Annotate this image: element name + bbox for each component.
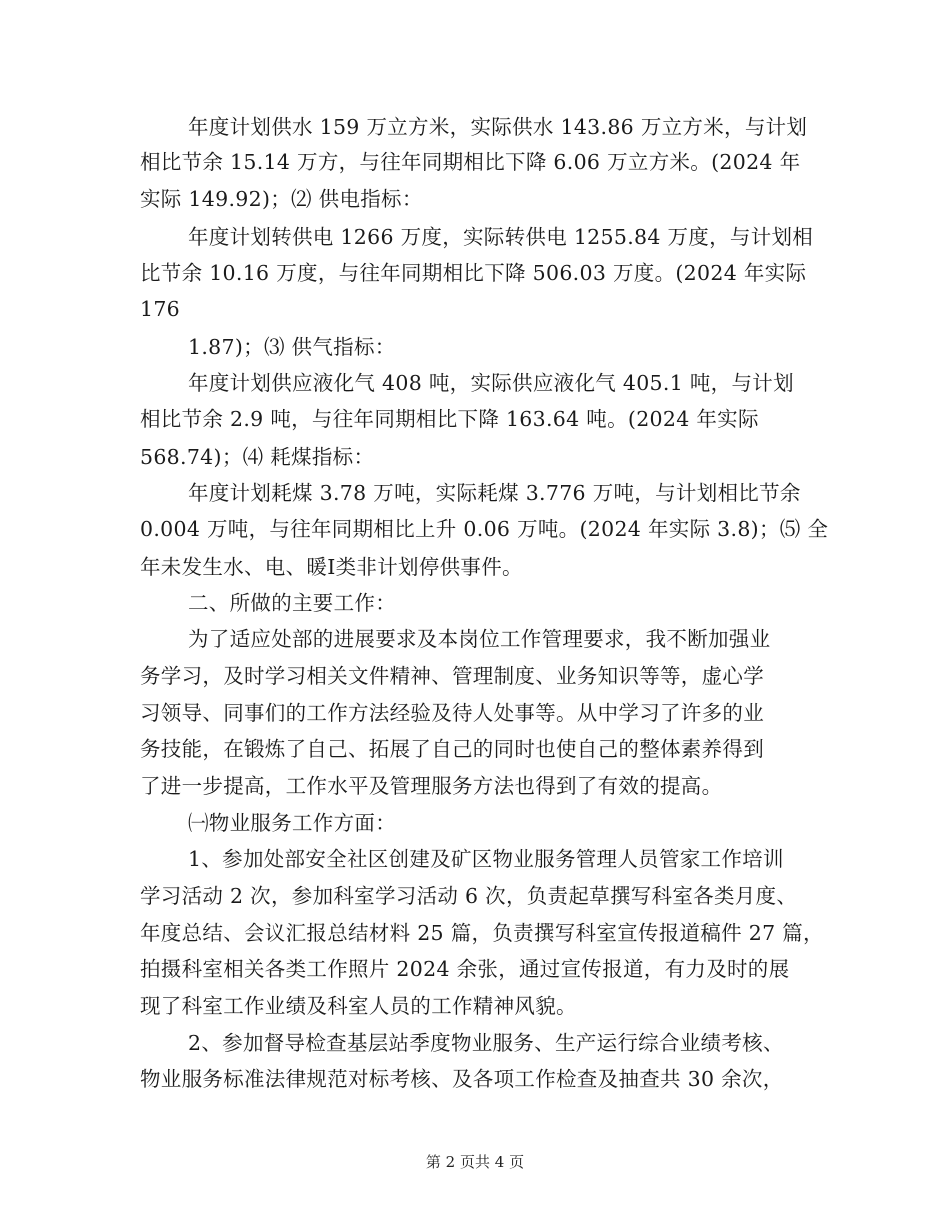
text-line: 习领导、同事们的工作方法经验及待人处事等。从中学习了许多的业 (140, 701, 764, 725)
text-line: 为了适应处部的进展要求及本岗位工作管理要求，我不断加强业 (188, 627, 771, 651)
page-footer: 第 2 页共 4 页 (425, 1153, 525, 1171)
text-line: 年度计划转供电 1266 万度，实际转供电 1255.84 万度，与计划相 (188, 225, 814, 249)
text-line: 年度总结、会议汇报总结材料 25 篇，负责撰写科室宣传报道稿件 27 篇， (140, 921, 824, 945)
text-line: 176 (140, 297, 181, 321)
text-line: 相比节余 2.9 吨，与往年同期相比下降 163.64 吨。(2024 年实际 (140, 407, 759, 431)
text-line: 年度计划供水 159 万立方米，实际供水 143.86 万立方米，与计划 (188, 115, 808, 139)
text-line: 现了科室工作业绩及科室人员的工作精神风貌。 (140, 994, 577, 1018)
text-line: 2、参加督导检查基层站季度物业服务、生产运行综合业绩考核、 (188, 1031, 784, 1055)
text-line: 实际 149.92)；⑵ 供电指标： (140, 187, 423, 211)
text-line: 年未发生水、电、暖Ⅰ类非计划停供事件。 (140, 555, 523, 579)
text-line: 拍摄科室相关各类工作照片 2024 余张，通过宣传报道，有力及时的展 (140, 957, 790, 981)
text-line: 了进一步提高，工作水平及管理服务方法也得到了有效的提高。 (140, 774, 723, 798)
text-line: 务学习，及时学习相关文件精神、管理制度、业务知识等等，虚心学 (140, 664, 764, 688)
section-heading: 二、所做的主要工作： (188, 591, 396, 615)
text-line: 物业服务标准法律规范对标考核、及各项工作检查及抽查共 30 余次， (140, 1067, 784, 1091)
text-line: 务技能，在锻炼了自己、拓展了自己的同时也使自己的整体素养得到 (140, 737, 764, 761)
subsection-heading: ㈠物业服务工作方面： (188, 811, 396, 835)
text-line: 相比节余 15.14 万方，与往年同期相比下降 6.06 万立方米。(2024 年 (140, 150, 801, 174)
text-line: 年度计划供应液化气 408 吨，实际供应液化气 405.1 吨，与计划 (188, 371, 794, 395)
text-line: 1.87)；⑶ 供气指标： (188, 335, 396, 359)
text-line: 1、参加处部安全社区创建及矿区物业服务管理人员管家工作培训 (188, 847, 784, 871)
text-line: 0.004 万吨，与往年同期相比上升 0.06 万吨。(2024 年实际 3.8)；⑸ 全 (140, 517, 829, 541)
text-line: 比节余 10.16 万度，与往年同期相比下降 506.03 万度。(2024 年实际 (140, 261, 807, 285)
text-line: 568.74)；⑷ 耗煤指标： (140, 445, 375, 469)
text-line: 年度计划耗煤 3.78 万吨，实际耗煤 3.776 万吨，与计划相比节余 (188, 481, 801, 505)
text-line: 学习活动 2 次，参加科室学习活动 6 次，负责起草撰写科室各类月度、 (140, 884, 798, 908)
